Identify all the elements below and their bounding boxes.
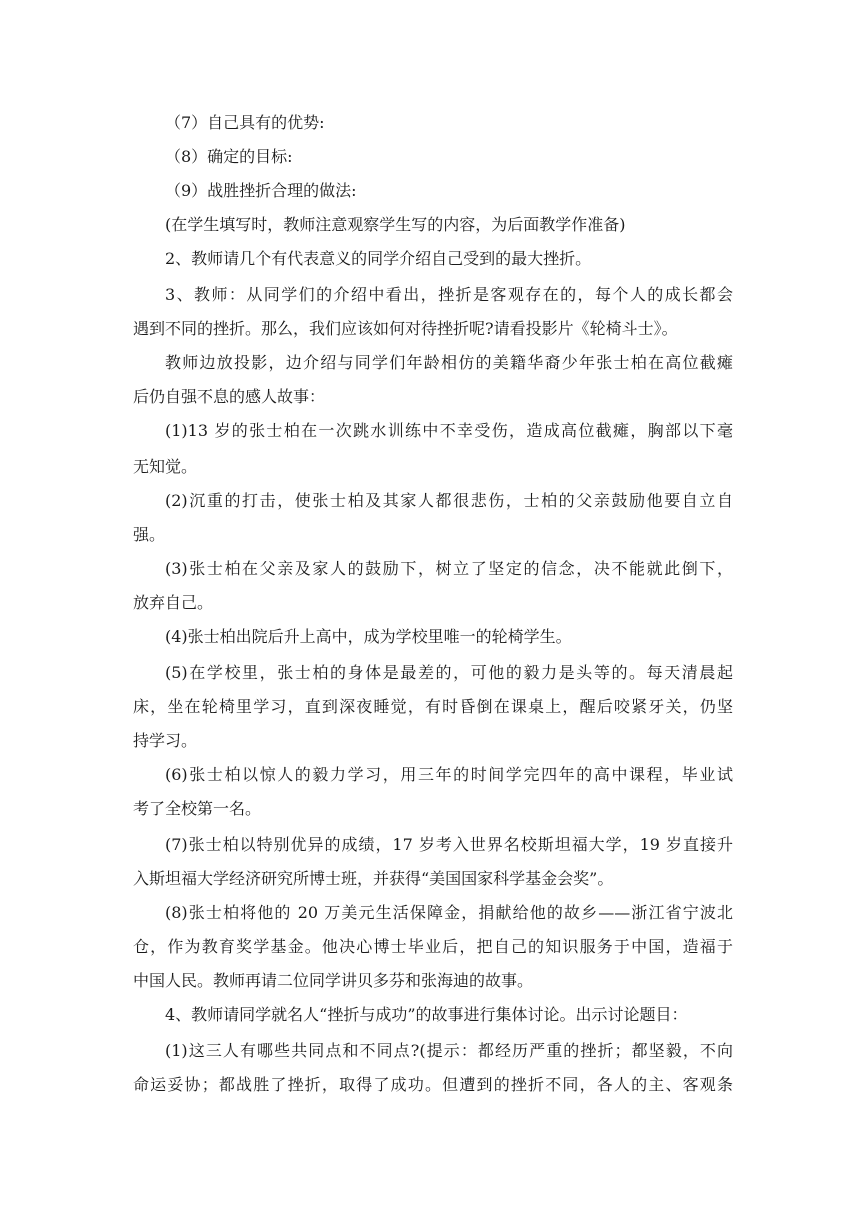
text-line: 后仍自强不息的感人故事： bbox=[133, 387, 326, 406]
text-line: 中国人民。教师再请二位同学讲贝多芬和张海迪的故事。 bbox=[133, 971, 534, 990]
text-line: 无知觉。 bbox=[133, 457, 198, 476]
text-line: 遇到不同的挫折。那么，我们应该如何对待挫折呢?请看投影片《轮椅斗士》。 bbox=[133, 319, 678, 338]
text-line: 2、教师请几个有代表意义的同学介绍自己受到的最大挫折。 bbox=[165, 249, 592, 268]
text-line: (7)张士柏以特别优异的成绩，17 岁考入世界名校斯坦福大学，19 岁直接升 bbox=[165, 835, 733, 854]
text-line: 床，坐在轮椅里学习，直到深夜睡觉，有时昏倒在课桌上，醒后咬紧牙关，仍坚 bbox=[133, 697, 733, 716]
text-line: (1)这三人有哪些共同点和不同点?(提示：都经历严重的挫折；都坚毅，不向 bbox=[165, 1041, 733, 1060]
text-line: (3)张士柏在父亲及家人的鼓励下，树立了坚定的信念，决不能就此倒下， bbox=[165, 559, 733, 578]
text-line: 命运妥协；都战胜了挫折，取得了成功。但遭到的挫折不同，各人的主、客观条 bbox=[133, 1075, 733, 1094]
text-line: 强。 bbox=[133, 525, 166, 544]
text-line: (6)张士柏以惊人的毅力学习，用三年的时间学完四年的高中课程，毕业试 bbox=[165, 765, 733, 784]
text-line: （9）战胜挫折合理的做法: bbox=[165, 181, 357, 200]
text-line: (5)在学校里，张士柏的身体是最差的，可他的毅力是头等的。每天清晨起 bbox=[165, 663, 733, 682]
text-line: (2)沉重的打击，使张士柏及其家人都很悲伤，士柏的父亲鼓励他要自立自 bbox=[165, 491, 733, 510]
text-line: 持学习。 bbox=[133, 731, 198, 750]
text-line: （7）自己具有的优势: bbox=[165, 113, 325, 132]
text-line: 4、教师请同学就名人“挫折与成功”的故事进行集体讨论。出示讨论题目： bbox=[165, 1005, 688, 1024]
text-line: （8）确定的目标: bbox=[165, 147, 293, 166]
text-line: 入斯坦福大学经济研究所博士班，并获得“美国国家科学基金会奖”。 bbox=[133, 869, 614, 888]
text-line: (4)张士柏出院后升上高中，成为学校里唯一的轮椅学生。 bbox=[165, 627, 572, 646]
text-line: 考了全校第一名。 bbox=[133, 799, 262, 818]
text-line: (在学生填写时，教师注意观察学生写的内容，为后面教学作准备) bbox=[165, 215, 626, 234]
text-line: (8)张士柏将他的 20 万美元生活保障金，捐献给他的故乡——浙江省宁波北 bbox=[165, 903, 733, 922]
text-line: 3、教师：从同学们的介绍中看出，挫折是客观存在的，每个人的成长都会 bbox=[165, 285, 733, 304]
text-line: 放弃自己。 bbox=[133, 593, 214, 612]
text-line: 教师边放投影，边介绍与同学们年龄相仿的美籍华裔少年张士柏在高位截瘫 bbox=[165, 353, 733, 372]
text-line: (1)13 岁的张士柏在一次跳水训练中不幸受伤，造成高位截瘫，胸部以下毫 bbox=[165, 421, 733, 440]
text-line: 仓，作为教育奖学基金。他决心博士毕业后，把自己的知识服务于中国，造福于 bbox=[133, 937, 733, 956]
